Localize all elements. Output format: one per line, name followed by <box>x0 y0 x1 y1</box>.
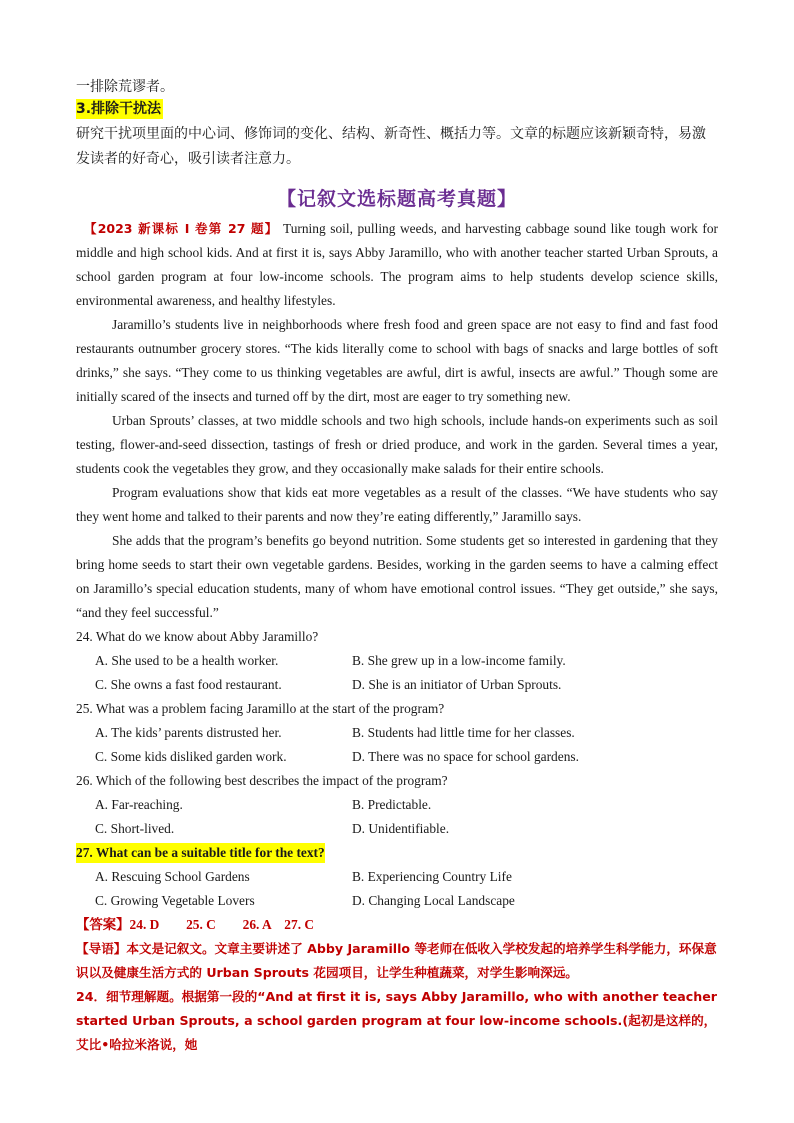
option-a: A. Far-reaching. <box>95 797 183 812</box>
passage-paragraph-1: 【2023 新课标 I 卷第 27 题】 Turning soil, pulling weeds, and harvesting cabbage sound like tough work for middle and high school kids. And at first it is, says Abby Jaramillo, who with another teacher started Urban Sprouts, a school garden program at four low-income schools. The program aims to help students develop science skills, environmental awareness, and healthy lifestyles. <box>76 221 719 308</box>
passage-paragraph-5: She adds that the program’s benefits go beyond nutrition. Some students get so interested in gardening that they bring home seeds to start their own vegetable gardens. Besides, working in the garden seems to have a calming effect on Jaramillo’s special education students, many of whom have emotional control issues. “They get outside,” she says, “and they feel successful.” <box>76 533 718 620</box>
option-d: D. She is an initiator of Urban Sprouts. <box>352 677 562 692</box>
option-a: A. The kids’ parents distrusted her. <box>95 725 282 740</box>
question-25 <box>76 697 718 769</box>
option-c: C. She owns a fast food restaurant. <box>95 677 282 692</box>
passage-paragraph-2: Jaramillo’s students live in neighborhoods where fresh food and green space are not easy to find and fast food restaurants outnumber grocery stores. “The kids literally come to school with bags of snacks and large bottles of soft drinks,” she says. “They come to us thinking vegetables are awful, dirt is awful, insects are awful.” Though some are initially scared of the insects and turned off by the dirt, most are eager to try something new. <box>76 317 718 404</box>
option-c: C. Some kids disliked garden work. <box>95 749 287 764</box>
option-b: B. Predictable. <box>352 797 432 812</box>
method-description: 研究干扰项里面的中心词、修饰词的变化、结构、新奇性、概括力等。文章的标题应该新颖奇特，易激发读者的好奇心，吸引读者注意力。 <box>76 126 706 167</box>
passage-paragraph-4: Program evaluations show that kids eat more vegetables as a result of the classes. “We have students who say they went home and talked to their parents and now they’re eating differently,” Jaramillo says. <box>76 485 718 524</box>
guide-text: 【导语】本文是记叙文。文章主要讲述了 Abby Jaramillo 等老师在低收入学校发起的培养学生科学能力，环保意识以及健康生活方式的 Urban Sprouts 花园项目，让学生种植蔬菜，对学生影响深远。 <box>76 941 717 980</box>
answer-key: 【答案】24. D 25. C 26. A 27. C <box>76 917 315 932</box>
reading-passage <box>76 217 718 625</box>
explanation-text: 24．细节理解题。根据第一段的“And at first it is, says Abby Jaramillo, who with another teacher started Urban Sprouts, a school garden program at four low-income schools.(起初是这样的，艾比•哈拉米洛说，她 <box>76 989 717 1052</box>
question-26 <box>76 769 718 841</box>
question-stem: 27. What can be a suitable title for the text? <box>76 843 325 863</box>
option-d: D. Changing Local Landscape <box>352 893 515 908</box>
option-d: D. There was no space for school gardens. <box>352 749 579 764</box>
question-stem: 24. What do we know about Abby Jaramillo? <box>76 629 319 644</box>
method-heading: 3.排除干扰法 <box>76 101 162 117</box>
question-27 <box>76 841 718 913</box>
option-a: A. She used to be a health worker. <box>95 653 279 668</box>
option-b: B. Experiencing Country Life <box>352 869 512 884</box>
document-page <box>76 76 718 1057</box>
option-c: C. Short-lived. <box>95 821 175 836</box>
section-title: 【记叙文选标题高考真题】 <box>276 188 517 210</box>
option-a: A. Rescuing School Gardens <box>95 869 250 884</box>
intro-line: 一排除荒谬者。 <box>76 79 174 95</box>
passage-paragraph-3: Urban Sprouts’ classes, at two middle schools and two high schools, include hands-on experiments such as soil testing, flower-and-seed dissection, tastings of fresh or dried produce, and work in the garden. Several times a year, students cook the vegetables they grow, and they occasionally make salads for their entire schools. <box>76 413 718 476</box>
option-d: D. Unidentifiable. <box>352 821 450 836</box>
question-stem: 26. Which of the following best describes the impact of the program? <box>76 773 448 788</box>
option-b: B. She grew up in a low-income family. <box>352 653 566 668</box>
question-stem: 25. What was a problem facing Jaramillo at the start of the program? <box>76 701 445 716</box>
option-c: C. Growing Vegetable Lovers <box>95 893 255 908</box>
option-b: B. Students had little time for her classes. <box>352 725 575 740</box>
question-source: 【2023 新课标 I 卷第 27 题】 <box>84 221 279 236</box>
question-24 <box>76 625 718 697</box>
